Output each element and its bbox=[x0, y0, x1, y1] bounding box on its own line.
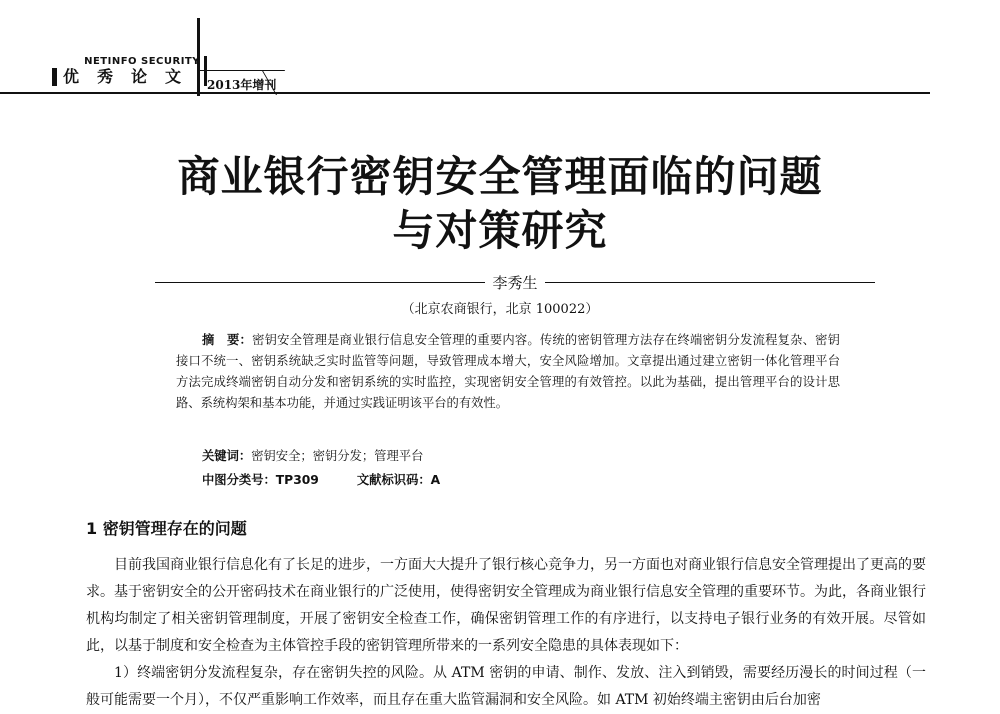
doc-code-label: 文献标识码： bbox=[356, 473, 431, 487]
author-rule-right bbox=[545, 282, 875, 283]
clc-value: TP309 bbox=[275, 473, 319, 487]
journal-brand bbox=[52, 56, 207, 86]
keywords-text: 密钥安全；密钥分发；管理平台 bbox=[251, 449, 424, 463]
paragraph: 1）终端密钥分发流程复杂，存在密钥失控的风险。从 ATM 密钥的申请、制作、发放、注入到销毁，需要经历漫长的时间过程（一般可能需要一个月），不仅严重影响工作效率，而且存在重大监管漏洞和安全风险。如 ATM 初始终端主密钥由后台加密 bbox=[86, 665, 926, 708]
author-affiliation: （北京农商银行，北京 100022） bbox=[401, 302, 599, 317]
abstract bbox=[176, 330, 840, 414]
journal-name-en: NETINFO SECURITY bbox=[84, 56, 200, 67]
author-row bbox=[155, 272, 875, 292]
header-rule bbox=[0, 92, 930, 94]
issue-label: 2013年增刊 bbox=[207, 78, 277, 92]
author-name: 李秀生 bbox=[492, 274, 538, 292]
paragraph: 目前我国商业银行信息化有了长足的进步，一方面大大提升了银行核心竞争力，另一方面也对商业银行信息安全管理提出了更高的要求。基于密钥安全的公开密码技术在商业银行的广泛使用，使得密钥安全管理成为商业银行信息安全管理的重要环节。为此，各商业银行机构均制定了相关密钥管理制度，开展了密钥安全检查工作，确保密钥管理工作的有序进行，以支持电子银行业务的有效开展。尽管如此，以基于制度和安全检查为主体管控手段的密钥管理所带来的一系列安全隐患的具体表现如下： bbox=[86, 557, 926, 654]
title-line-1: 商业银行密钥安全管理面临的问题 bbox=[177, 152, 823, 201]
abstract-text: 密钥安全管理是商业银行信息安全管理的重要内容。传统的密钥管理方法存在终端密钥分发流程复杂、密钥接口不统一、密钥系统缺乏实时监管等问题，导致管理成本增大，安全风险增加。文章提出通过建立密钥一体化管理平台方法完成终端密钥自动分发和密钥系统的实时监控，实现密钥安全管理的有效管控。以此为基础，提出管理平台的设计思路、系统构架和基本功能，并通过实践证明该平台的有效性。 bbox=[176, 333, 840, 410]
keywords-label: 关键词： bbox=[202, 449, 252, 463]
doc-code-value: A bbox=[430, 473, 441, 487]
paper-title bbox=[0, 150, 1000, 258]
section-heading: 1 密钥管理存在的问题 bbox=[86, 519, 247, 538]
column-name: 优秀论文 bbox=[52, 68, 200, 86]
classification bbox=[202, 470, 440, 488]
body-text bbox=[86, 552, 926, 714]
clc-label: 中图分类号： bbox=[202, 473, 276, 487]
abstract-label: 摘 要： bbox=[202, 333, 253, 347]
title-line-2: 与对策研究 bbox=[392, 206, 608, 255]
keywords bbox=[202, 446, 423, 464]
